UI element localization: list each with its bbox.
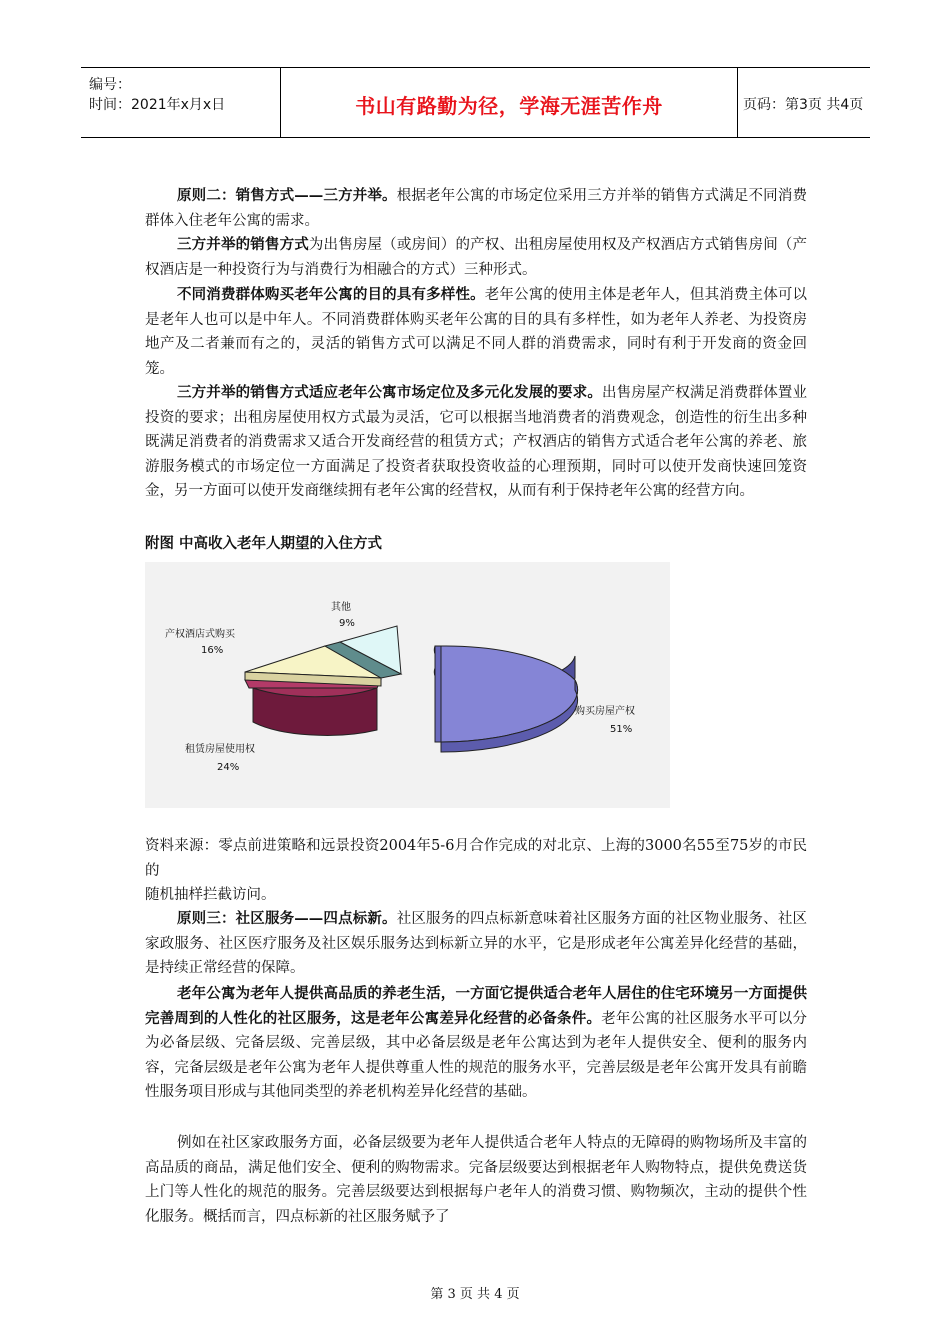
paragraph-text: 例如在社区家政服务方面，必备层级要为老年人提供适合老年人特点的无障碍的购物场所及丰富的高品质的商品，满足他们安全、便利的购物需求。完备层级要达到根据老年人购物特点，提供免费送货上门等人性化的规范的服务。完善层级要达到根据每户老年人的消费习惯、购物频次，主动的提供个性化服务。概括而言，四点标新的社区服务赋予了: [145, 1135, 807, 1225]
pie-chart-svg: [145, 562, 670, 808]
paragraph-heading: 三方并举的销售方式: [177, 236, 309, 253]
header-motto-cell: [280, 68, 738, 137]
paragraph-text: 老年公寓的社区服务水平可以分为必备层级、完备层级、完善层级，其中必备层级是老年公寓达到为老年人提供安全、便利的服务内容，完备层级是老年公寓为老年人提供尊重人性的规范的服务水平，完善层级是老年公寓开发具有前瞻性服务项目形成与其他同类型的养老机构差异化经营的基础。: [145, 1010, 808, 1100]
paragraph-three-methods: [145, 233, 807, 282]
number-label: 编号：: [89, 77, 131, 93]
source-line-1: 资料来源：零点前进策略和远景投资2004年5-6月合作完成的对北京、上海的3000名55至75岁的市民的: [145, 838, 807, 879]
paragraph-text: 老年公寓的使用主体是老年人，但其消费主体可以是老年人也可以是中年人。不同消费群体购买老年公寓的目的具有多样性，如为老年人养老、为投资房地产及二者兼而有之的，灵活的销售方式可以满足不同人群的消费需求，同时有利于开发商的资金回笼。: [145, 287, 807, 377]
pct-hotel: 16%: [201, 645, 224, 656]
paragraph-market-positioning: [145, 381, 807, 504]
label-hotel: 产权酒店式购买: [165, 629, 235, 640]
paragraph-housekeeping-example: [145, 1131, 807, 1229]
pct-other: 9%: [339, 618, 355, 629]
pct-purchase: 51%: [610, 724, 633, 735]
paragraph-heading: 不同消费群体购买老年公寓的目的具有多样性。: [177, 286, 485, 303]
paragraph-diverse-purpose: [145, 283, 807, 381]
page-code: 页码：第3页 共4页: [743, 97, 864, 113]
paragraph-heading: 三方并举的销售方式适应老年公寓市场定位及多元化发展的要求。: [177, 384, 602, 401]
header-page-cell: [737, 68, 870, 137]
label-rental: 租赁房屋使用权: [185, 744, 255, 755]
paragraph-text: 根据老年公寓的市场定位采用三方并举的销售方式满足不同消费群体入住老年公寓的需求。: [145, 188, 807, 229]
slice-purchase-left: [435, 646, 441, 742]
paragraph-heading: 原则三：社区服务——四点标新。: [177, 910, 397, 927]
page-footer: 第 3 页 共 4 页: [430, 1287, 520, 1302]
time-label: 时间：2021年x月x日: [89, 97, 226, 113]
motto: 书山有路勤为径，学海无涯苦作舟: [355, 94, 663, 118]
paragraph-heading: 原则二：销售方式——三方并举。: [177, 187, 397, 204]
pct-rental: 24%: [217, 762, 240, 773]
header-meta-cell: [81, 68, 280, 137]
source-note: [145, 834, 807, 908]
pie-chart: [145, 562, 670, 808]
paragraph-heading: 老年公寓为老年人提供高品质的养老生活，一方面它提供适合老年人居住的住宅环境另一方面提供完善周到的人性化的社区服务，这是老年公寓差异化经营的必备条件。: [145, 985, 807, 1027]
paragraph-text: 为出售房屋（或房间）的产权、出租房屋使用权及产权酒店方式销售房间（产权酒店是一种投资行为与消费行为相融合的方式）三种形式。: [145, 237, 808, 278]
page-header: [81, 67, 870, 138]
label-other: 其他: [331, 602, 351, 613]
paragraph-service-levels: [145, 982, 807, 1105]
paragraph-principle-two: [145, 184, 807, 233]
paragraph-principle-three: [145, 907, 807, 981]
figure-title: 附图 中高收入老年人期望的入住方式: [145, 535, 383, 552]
source-line-2: 随机抽样拦截访问。: [145, 887, 276, 903]
paragraph-text: 出售房屋产权满足消费群体置业投资的要求；出租房屋使用权方式最为灵活，它可以根据当地消费者的消费观念，创造性的衍生出多种既满足消费者的消费需求又适合开发商经营的租赁方式；产权酒店的销售方式适合老年公寓的养老、旅游服务模式的市场定位一方面满足了投资者获取投资收益的心理预期，同时可以使开发商快速回笼资金，另一方面可以使开发商继续拥有老年公寓的经营权，从而有利于保持老年公寓的经营方向。: [145, 385, 808, 499]
label-purchase: 购买房屋产权: [575, 706, 635, 717]
paragraph-text: 社区服务的四点标新意味着社区服务方面的社区物业服务、社区家政服务、社区医疗服务及社区娱乐服务达到标新立异的水平，它是形成老年公寓差异化经营的基础，是持续正常经营的保障。: [145, 911, 807, 976]
